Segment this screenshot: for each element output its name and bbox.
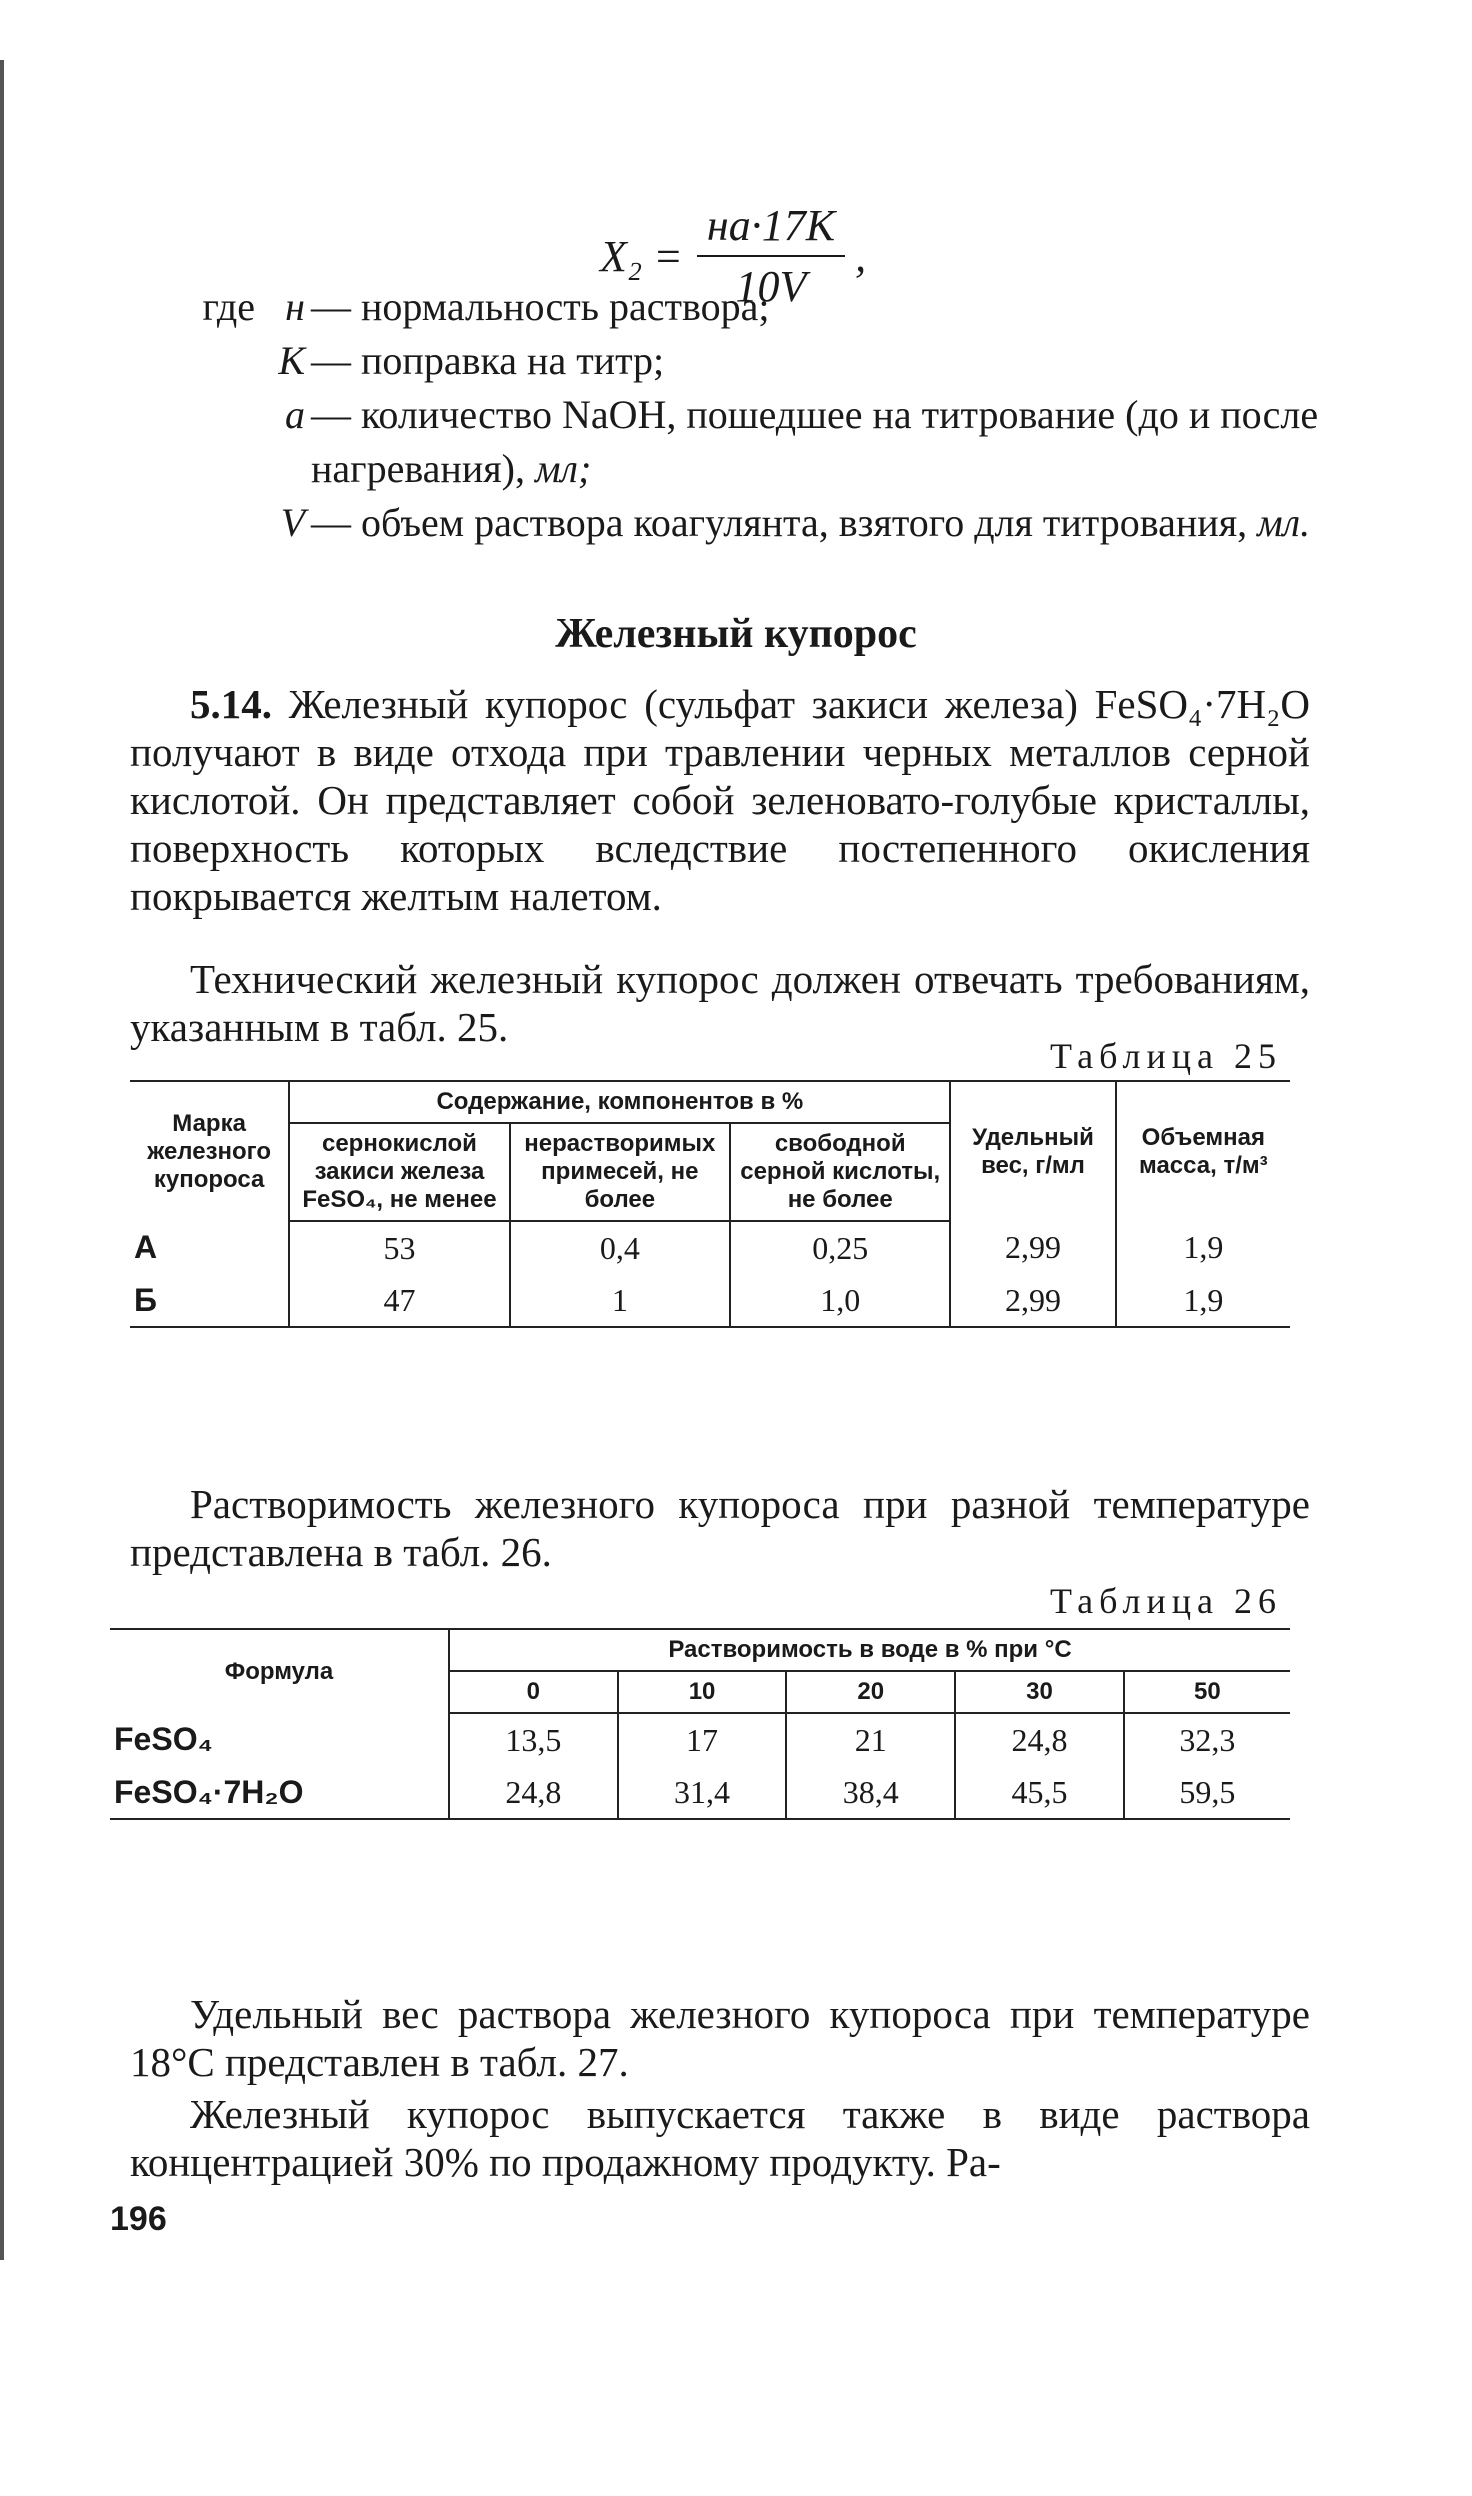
t25-col-feso4: сернокислой закиси железа FeSO₄, не менее bbox=[289, 1123, 509, 1221]
t25-col-bulk: Объемная масса, т/м³ bbox=[1116, 1081, 1290, 1221]
paragraph-requirements: Технический железный купорос должен отвечать требованиям, указанным в табл. 25. bbox=[130, 956, 1310, 1050]
formula-lhs: X₂ = bbox=[600, 231, 683, 281]
definition-k: K — поправка на титр; bbox=[278, 338, 665, 383]
paragraph-5-14: 5.14. Железный купорос (сульфат закиси железа) FeSO₄·7H₂O получают в виде отхода при травлении черных металлов серной кислотой. Он представляет собой зеленовато-голубые кристаллы, поверхность которых вследствие постепенного окисления покрывается желтым налетом. bbox=[130, 681, 1310, 919]
t25-col-acid: свободной серной кислоты, не более bbox=[730, 1123, 950, 1221]
paragraph-specific-gravity: Удельный вес раствора железного купороса при температуре 18°С представлен в табл. 27. bbox=[130, 1991, 1310, 2085]
t25-col-grade: Марка железного купороса bbox=[147, 1109, 271, 1193]
t26-row-feso4-7h2o: FeSO₄·7H₂O 24,8 31,4 38,4 45,5 59,5 bbox=[110, 1766, 1290, 1819]
t25-row-a: А 53 0,4 0,25 2,99 1,9 bbox=[130, 1221, 1290, 1274]
table-25 bbox=[130, 1080, 1290, 1328]
t26-row-feso4: FeSO₄ 13,5 17 21 24,8 32,3 bbox=[110, 1713, 1290, 1766]
table26-caption: Таблица 26 bbox=[1050, 1581, 1282, 1621]
table-26 bbox=[110, 1628, 1290, 1820]
paragraph-solubility: Растворимость железного купороса при разной температуре представлена в табл. 26. bbox=[130, 1481, 1310, 1575]
page-number: 196 bbox=[110, 2200, 167, 2238]
t26-temp-10: 10 bbox=[618, 1671, 787, 1713]
formula-denominator: 10V bbox=[735, 262, 807, 311]
t25-group-header: Содержание, компонентов в % bbox=[289, 1081, 950, 1123]
t26-col-formula: Формула bbox=[224, 1657, 334, 1685]
t25-row-b: Б 47 1 1,0 2,99 1,9 bbox=[130, 1274, 1290, 1327]
formula-trail: , bbox=[855, 231, 867, 281]
definition-n: где н — нормальность раствора; bbox=[202, 284, 770, 329]
definition-v: V — объем раствора коагулянта, взятого для титрования, мл. bbox=[280, 500, 1311, 545]
table25-caption: Таблица 25 bbox=[1050, 1036, 1282, 1076]
t26-temp-50: 50 bbox=[1124, 1671, 1290, 1713]
t26-temp-30: 30 bbox=[955, 1671, 1124, 1713]
t25-col-density: Удельный вес, г/мл bbox=[950, 1081, 1115, 1221]
definition-a: a — количество NaOH, пошедшее на титрование (до и после нагревания), мл; bbox=[285, 392, 1319, 491]
page-edge-shadow bbox=[0, 60, 4, 2260]
paragraph-number: 5.14. bbox=[190, 681, 272, 727]
paragraph-solution-form: Железный купорос выпускается также в виде раствора концентрацией 30% по продажному продукту. Ра- bbox=[130, 2091, 1310, 2185]
formula-numerator: нa·17K bbox=[697, 200, 845, 257]
formula-definitions bbox=[160, 280, 1330, 550]
t26-group-header: Растворимость в воде в % при °С bbox=[449, 1629, 1290, 1671]
t26-temp-0: 0 bbox=[449, 1671, 618, 1713]
t26-temp-20: 20 bbox=[786, 1671, 955, 1713]
t25-col-insoluble: нерастворимых примесей, не более bbox=[510, 1123, 730, 1221]
section-heading: Железный купорос bbox=[555, 611, 917, 657]
